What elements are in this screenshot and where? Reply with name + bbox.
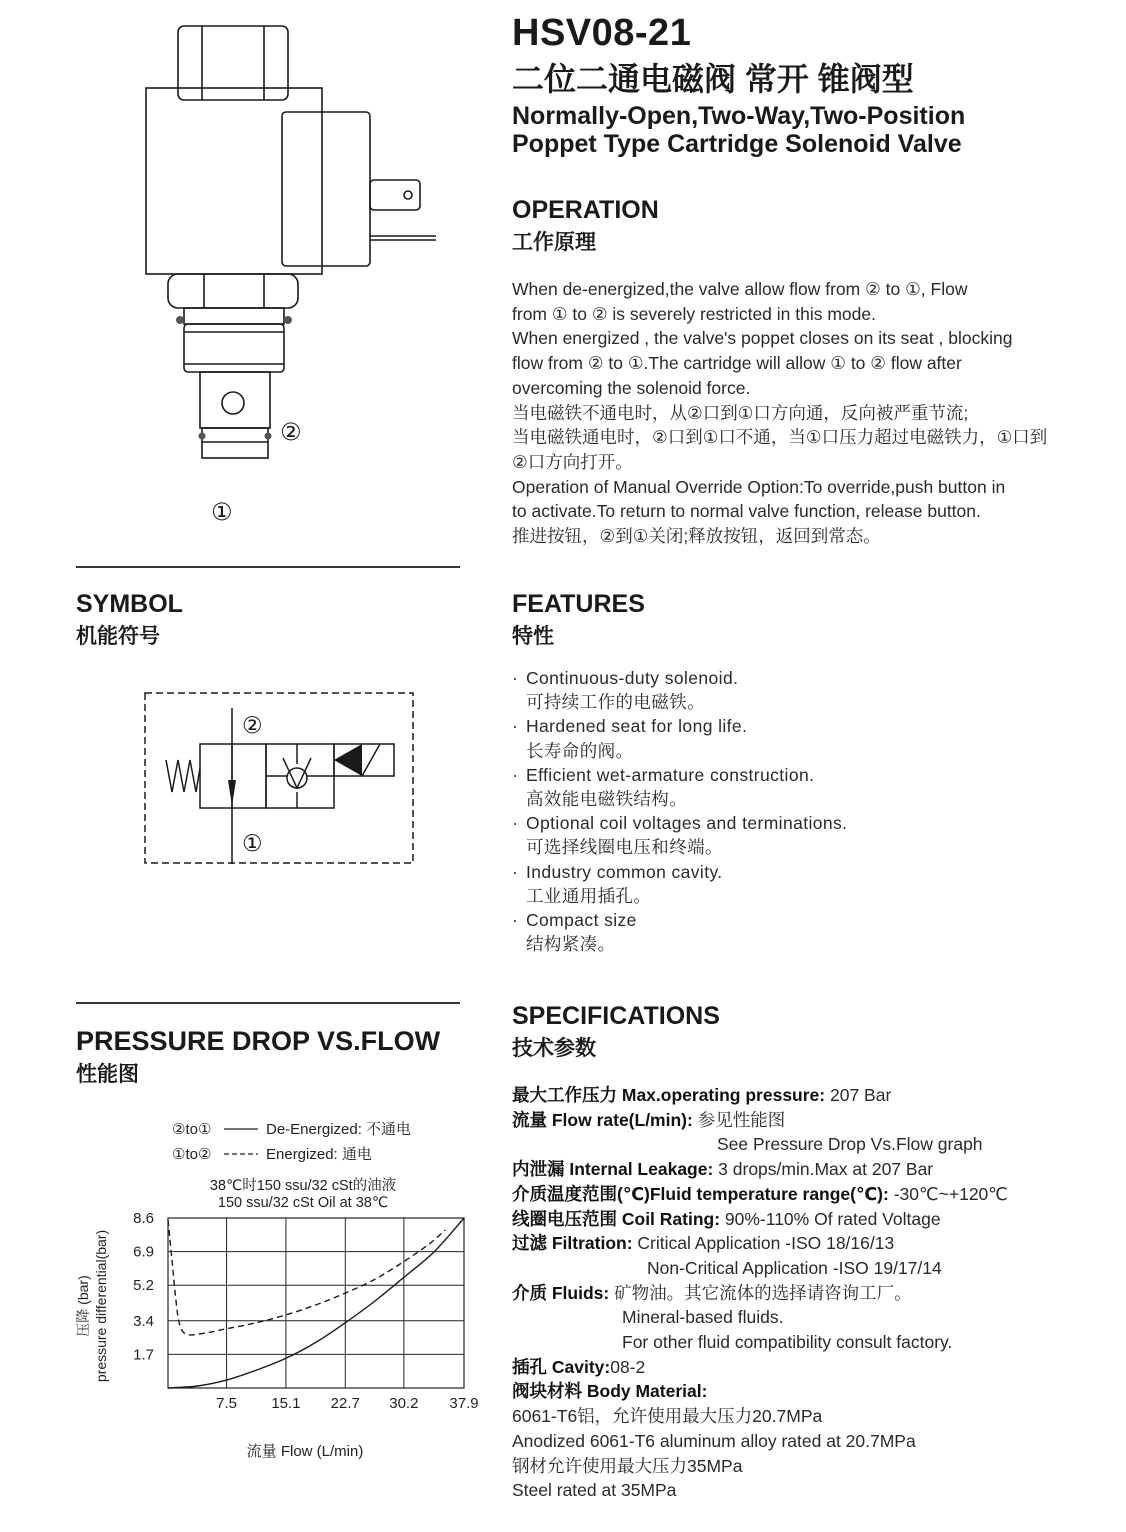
y-axis-label: 压降 (bar) — [75, 1275, 91, 1337]
feature-en: Hardened seat for long life. — [526, 716, 748, 737]
feature-cn: 结构紧凑。 — [526, 934, 616, 955]
title-en-line-2: Poppet Type Cartridge Solenoid Valve — [512, 130, 962, 158]
legend — [172, 1120, 411, 1163]
bullet: · — [512, 813, 519, 834]
spec-internal-leakage: 内泄漏 Internal Leakage: 3 drops/min.Max at 207 Bar — [512, 1159, 934, 1180]
x-tick-label: 37.9 — [449, 1395, 479, 1412]
feature-en: Compact size — [526, 910, 637, 931]
title-en-line-1: Normally-Open,Two-Way,Two-Position — [512, 102, 966, 130]
bullet: · — [512, 861, 519, 882]
feature-en: Efficient wet-armature construction. — [526, 764, 815, 785]
operation-line: Operation of Manual Override Option:To override,push button in — [512, 476, 1006, 497]
spec-fluids-en: Mineral-based fluids. — [622, 1307, 784, 1328]
spec-filtration-noncritical: Non-Critical Application -ISO 19/17/14 — [647, 1257, 942, 1278]
features-heading: FEATURES — [512, 590, 645, 618]
y-tick-label: 5.2 — [133, 1277, 154, 1295]
bullet: · — [512, 716, 519, 737]
valve-cross-section-drawing — [120, 14, 460, 534]
chart-title: 38℃时150 ssu/32 cSt的油液 — [209, 1178, 397, 1194]
operation-line: When de-energized,the valve allow flow from ② to ①, Flow — [512, 279, 968, 299]
pressure-drop-heading: PRESSURE DROP VS.FLOW — [76, 1026, 441, 1056]
y-tick-label: 3.4 — [133, 1312, 154, 1330]
spec-flow-rate: 流量 Flow rate(L/min): 参见性能图 — [512, 1109, 786, 1130]
chart-series — [168, 1218, 464, 1388]
operation-line: ②口方向打开。 — [512, 451, 633, 472]
spec-flow-rate-note: See Pressure Drop Vs.Flow graph — [717, 1134, 983, 1155]
symbol-port-2-label: ② — [242, 712, 263, 738]
spec-body-material-line: Steel rated at 35MPa — [512, 1480, 677, 1501]
title-cn: 二位二通电磁阀 常开 锥阀型 — [512, 61, 914, 97]
operation-line: 当电磁铁不通电时，从②口到①口方向通，反向被严重节流; — [512, 402, 969, 423]
feature-en: Optional coil voltages and terminations. — [526, 813, 848, 834]
x-axis-label: 流量 Flow (L/min) — [246, 1443, 364, 1460]
feature-item — [512, 811, 1072, 859]
x-tick-label: 30.2 — [389, 1395, 419, 1412]
chart-subtitle: 150 ssu/32 cSt Oil at 38℃ — [217, 1195, 389, 1211]
feature-item — [512, 860, 1072, 908]
feature-item — [512, 763, 1072, 811]
operation-description — [512, 277, 1112, 549]
symbol-heading: SYMBOL — [76, 590, 183, 618]
spec-cavity: 插孔 Cavity:08-2 — [512, 1356, 646, 1377]
title-en — [512, 102, 965, 158]
y-tick-label: 8.6 — [133, 1210, 154, 1227]
specifications-list — [512, 1083, 1112, 1503]
features-list — [512, 666, 1072, 956]
hydraulic-symbol — [140, 688, 420, 868]
feature-en: Continuous-duty solenoid. — [526, 668, 739, 688]
operation-line: from ① to ② is severely restricted in this mode. — [512, 303, 876, 324]
specifications-heading: SPECIFICATIONS — [512, 1002, 720, 1030]
y-tick-label: 6.9 — [133, 1243, 154, 1261]
bullet: · — [512, 764, 519, 785]
spec-body-material-line: 6061-T6铝，允许使用最大压力20.7MPa — [512, 1406, 823, 1427]
operation-heading-cn: 工作原理 — [512, 231, 596, 254]
x-tick-label: 7.5 — [216, 1395, 238, 1412]
operation-line: 当电磁铁通电时，②口到①口不通，当①口压力超过电磁铁力，①口到 — [512, 427, 1048, 448]
symbol-heading-cn: 机能符号 — [76, 625, 160, 648]
spec-fluids-note: For other fluid compatibility consult factory. — [622, 1332, 953, 1353]
series-line-de-energized — [168, 1218, 464, 1388]
feature-cn: 可持续工作的电磁铁。 — [526, 692, 705, 713]
valve-port-1-label: ① — [211, 499, 233, 526]
spec-coil-rating: 线圈电压范围 Coil Rating: 90%-110% Of rated Voltage — [512, 1208, 941, 1229]
divider-symbol — [76, 566, 460, 568]
feature-item — [512, 908, 1072, 956]
legend-label-de-energized: De-Energized: 不通电 — [266, 1121, 412, 1138]
pressure-drop-heading-cn: 性能图 — [76, 1063, 139, 1086]
y-tick-label: 1.7 — [133, 1346, 154, 1364]
feature-item — [512, 666, 1072, 714]
spec-fluid-temperature: 介质温度范围(℃)Fluid temperature range(℃): -30℃~+120℃ — [512, 1183, 1008, 1204]
chart-grid — [168, 1218, 464, 1388]
feature-en: Industry common cavity. — [526, 861, 723, 882]
operation-line: flow from ② to ①.The cartridge will allow ① to ② flow after — [512, 353, 962, 374]
spec-body-material: 阀块材料 Body Material: — [512, 1381, 708, 1402]
operation-line: When energized , the valve's poppet closes on its seat , blocking — [512, 328, 1013, 349]
legend-label-energized: Energized: 通电 — [266, 1146, 372, 1163]
spec-filtration: 过滤 Filtration: Critical Application -ISO 18/16/13 — [512, 1233, 895, 1254]
symbol-port-1-label: ① — [242, 830, 263, 856]
plot-frame — [168, 1218, 464, 1388]
spec-max-pressure: 最大工作压力 Max.operating pressure: 207 Bar — [512, 1085, 892, 1105]
x-tick-label: 22.7 — [330, 1395, 360, 1412]
model-number: HSV08-21 — [512, 12, 692, 54]
chart-ticks — [133, 1210, 478, 1412]
bullet: · — [512, 668, 519, 688]
divider-pressure-drop — [76, 1002, 460, 1004]
legend-prefix-energized: ①to② — [172, 1146, 212, 1163]
feature-cn: 工业通用插孔。 — [526, 885, 652, 906]
bullet: · — [512, 910, 519, 931]
features-heading-cn: 特性 — [512, 625, 554, 648]
spec-body-material-line: 钢材允许使用最大压力35MPa — [512, 1455, 743, 1476]
operation-line: overcoming the solenoid force. — [512, 377, 751, 398]
x-tick-label: 15.1 — [271, 1395, 301, 1412]
pressure-drop-chart — [60, 1110, 500, 1470]
operation-line: 推进按钮，②到①关闭;释放按钮，返回到常态。 — [512, 526, 881, 547]
legend-prefix-de-energized: ②to① — [172, 1121, 212, 1138]
feature-cn: 高效能电磁铁结构。 — [526, 789, 688, 810]
valve-port-2-label: ② — [280, 419, 302, 446]
specifications-heading-cn: 技术参数 — [512, 1037, 596, 1060]
y-axis-label-en: pressure differential(bar) — [93, 1229, 109, 1383]
operation-heading: OPERATION — [512, 196, 659, 224]
feature-cn: 可选择线圈电压和终端。 — [526, 837, 723, 858]
spec-fluids: 介质 Fluids: 矿物油。其它流体的选择请咨询工厂。 — [512, 1282, 912, 1303]
feature-cn: 长寿命的阀。 — [526, 740, 634, 761]
feature-item — [512, 714, 1072, 762]
spec-body-material-line: Anodized 6061-T6 aluminum alloy rated at 20.7MPa — [512, 1430, 916, 1451]
operation-line: to activate.To return to normal valve function, release button. — [512, 501, 981, 522]
